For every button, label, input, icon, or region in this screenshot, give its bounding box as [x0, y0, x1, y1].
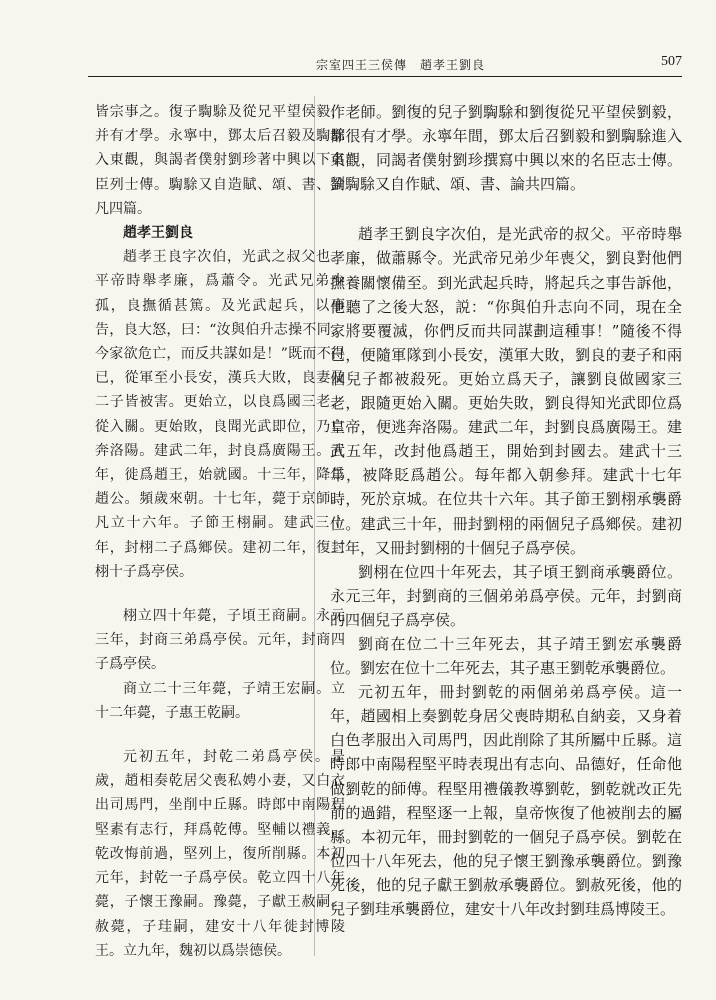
page-number: 507	[661, 54, 682, 69]
section-heading: 趙孝王劉良	[123, 225, 193, 242]
text-paragraph: 商立二十三年薨，子靖王宏嗣。立十二年薨，子惠王乾嗣。	[95, 680, 345, 721]
translation-paragraph: 劉商在位二十三年死去，其子靖王劉宏承襲爵位。劉宏在位十二年死去，其子惠王劉乾承襲爵位。	[330, 634, 682, 678]
translation-paragraph: 作老師。劉復的兒子劉騊駼和劉復從兄平望侯劉毅，都很有才學。永寧年間，鄧太后召劉毅和劉騊駼進入東觀，同謁者僕射劉珍撰寫中興以來的名臣志士傳。劉騊駼又自作賦、頌、書、論共四篇。	[330, 103, 682, 194]
running-title: 宗室四王三侯傳 趙孝王劉良	[316, 58, 486, 72]
translation-paragraph: 趙孝王劉良字次伯，是光武帝的叔父。平帝時舉孝廉，做蕭縣令。光武帝兄弟少年喪父，劉良對他們撫養關懷備至。到光武起兵時，將起兵之事告訴他，他聽了之後大怒，説：“你與伯升志向不同，現在全家將要覆滅，你們反而共同謀劃這種事！”隨後不得已，便隨軍隊到小長安，漢軍大敗，劉良的妻子和兩個兒子都被殺死。更始立爲天子，讓劉良做國家三老，跟隨更始入關。更始失敗，劉良得知光武即位爲皇帝，便逃奔洛陽。建武二年，封劉良爲廣陽王。建武五年，改封他爲趙王，開始到封國去。建武十三年，被降貶爲趙公。每年都入朝參拜。建武十七年時，死於京城。在位共十六年。其子節王劉栩承襲爵位。建武三十年，冊封劉栩的兩個兒子爲鄉侯。建初二年，又冊封劉栩的十個兒子爲亭侯。	[330, 225, 682, 557]
translation-paragraph: 劉栩在位四十年死去，其子頃王劉商承襲爵位。永元三年，封劉商的三個弟弟爲亭侯。元年，封劉商的四個兒子爲亭侯。	[330, 562, 682, 629]
text-paragraph: 栩立四十年薨，子頃王商嗣。永元三年，封商三弟爲亭侯。元年，封商四子爲亭侯。	[95, 608, 345, 673]
translation-paragraph: 元初五年，冊封劉乾的兩個弟弟爲亭侯。這一年，趙國相上奏劉乾身居父喪時期私自納妾，又身着白色孝服出入司馬門，因此削除了其所屬中丘縣。這時郎中南陽程堅平時表現出有志向、品德好，任命他做劉乾的師傅。程堅用禮儀教導劉乾，劉乾就改正先前的過錯，程堅逐一上報，皇帝恢復了他被削去的屬縣。本初元年，冊封劉乾的一個兒子爲亭侯。劉乾在位四十八年死去，他的兒子懷王劉豫承襲爵位。劉豫死後，他的兒子獻王劉赦承襲爵位。劉赦死後，他的兒子劉珪承襲爵位，建安十八年改封劉珪爲博陵王。	[330, 683, 682, 918]
text-paragraph: 趙孝王良字次伯，光武之叔父也。平帝時舉孝廉，爲蕭令。光武兄弟少孤，良撫循甚篤。及光武起兵，以事告，良大怒，曰：“汝與伯升志操不同，今家欲危亡，而反共謀如是！”既而不得已，從軍至小長安，漢兵大敗，良妻及二子皆被害。更始立，以良爲國三老，從入關。更始敗，良聞光武即位，乃亡奔洛陽。建武二年，封良爲廣陽王。五年，徙爲趙王，始就國。十三年，降爲趙公。頻歲來朝。十七年，薨于京師。凡立十六年。子節王栩嗣。建武三十年，封栩二子爲鄉侯。建初二年，復封栩十子爲亭侯。	[95, 249, 345, 580]
intro-paragraph: 皆宗事之。復子騊駼及從兄平望侯毅，并有才學。永寧中，鄧太后召毅及騊駼入東觀，與謁者僕射劉珍著中興以下名臣列士傳。騊駼又自造賦、頌、書、論凡四篇。	[95, 104, 345, 217]
page-header	[88, 52, 682, 77]
text-paragraph: 元初五年，封乾二弟爲亭侯。是歲，趙相奏乾居父喪私娉小妻，又白衣出司馬門，坐削中丘縣。時郎中南陽程堅素有志行，拜爲乾傅。堅輔以禮義，乾改悔前過，堅列上，復所削縣。本初元年，封乾一子爲亭侯。乾立四十八年薨，子懷王豫嗣。豫薨，子獻王赦嗣。赦薨，子珪嗣，建安十八年徙封博陵王。立九年，魏初以爲崇德侯。	[95, 749, 345, 959]
classical-text-column	[95, 100, 345, 963]
translation-column	[330, 100, 682, 921]
